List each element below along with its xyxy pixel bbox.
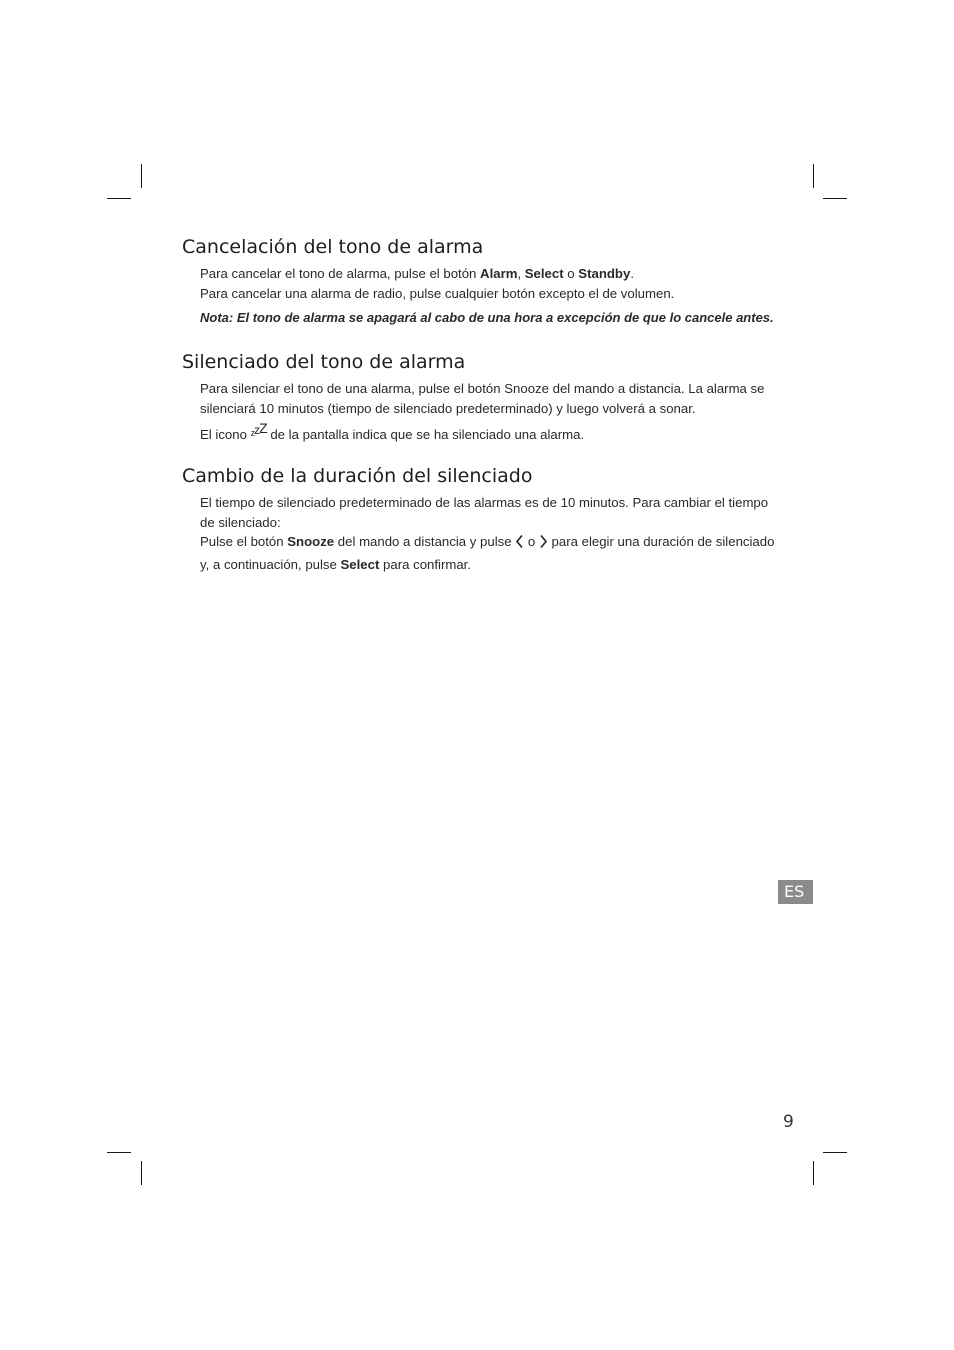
- button-name-select: Select: [340, 556, 380, 572]
- note: Nota: El tono de alarma se apagará al cabo de una hora a excepción de que lo cancele antes.: [200, 309, 774, 325]
- crop-mark-top-left-v: [141, 164, 142, 188]
- crop-mark-top-right-h: [823, 198, 847, 199]
- paragraph: Para cancelar una alarma de radio, pulse cualquier botón excepto el de volumen.: [200, 285, 675, 301]
- crop-mark-top-left-h: [107, 198, 131, 199]
- paragraph: [200, 419, 782, 445]
- page-number: 9: [783, 1112, 794, 1132]
- crop-mark-bottom-right-v: [813, 1161, 814, 1185]
- language-tab: ES: [778, 880, 813, 904]
- crop-mark-bottom-left-h: [107, 1152, 131, 1153]
- text: del mando a distancia y pulse: [334, 534, 516, 549]
- text: o: [524, 534, 539, 549]
- paragraph: [200, 264, 782, 284]
- paragraph: Para silenciar el tono de una alarma, pulse el botón Snooze del mando a distancia. La alarma se silenciará 10 minutos (tiempo de silenciado predeterminado) y luego volverá a sonar.: [200, 381, 765, 416]
- button-name-snooze: Snooze: [287, 534, 335, 549]
- button-name-standby: Standby: [578, 266, 631, 281]
- paragraph: [200, 532, 782, 574]
- text: para elegir una duración de silenciado y, a continuación, pulse: [200, 534, 775, 572]
- text: de la pantalla indica que se ha silenciado una alarma.: [266, 426, 585, 442]
- paragraph: El tiempo de silenciado predeterminado de las alarmas es de 10 minutos. Para cambiar el tiempo de silenciado:: [200, 495, 769, 530]
- text: Para cancelar el tono de alarma, pulse el botón: [200, 266, 481, 281]
- chevron-right-icon: [539, 534, 548, 555]
- section-heading: Silenciado del tono de alarma: [182, 351, 466, 373]
- crop-mark-bottom-right-h: [823, 1152, 847, 1153]
- section-snooze-alarm: [182, 350, 782, 444]
- button-name-select: Select: [524, 266, 564, 281]
- section-heading: Cancelación del tono de alarma: [182, 236, 484, 258]
- text: ,: [517, 266, 525, 281]
- crop-mark-top-right-v: [813, 164, 814, 188]
- section-snooze-duration: [182, 464, 782, 574]
- crop-mark-bottom-left-v: [141, 1161, 142, 1185]
- button-name-alarm: Alarm: [480, 266, 518, 281]
- chevron-left-icon: [515, 534, 524, 555]
- text: Pulse el botón: [200, 534, 288, 549]
- text: o: [563, 266, 579, 281]
- section-cancel-alarm: [182, 235, 782, 327]
- text: El icono: [200, 426, 251, 442]
- text: .: [630, 266, 634, 281]
- snooze-zz-icon: zzZ: [250, 419, 267, 438]
- section-heading: Cambio de la duración del silenciado: [182, 465, 533, 487]
- text: para confirmar.: [379, 556, 471, 572]
